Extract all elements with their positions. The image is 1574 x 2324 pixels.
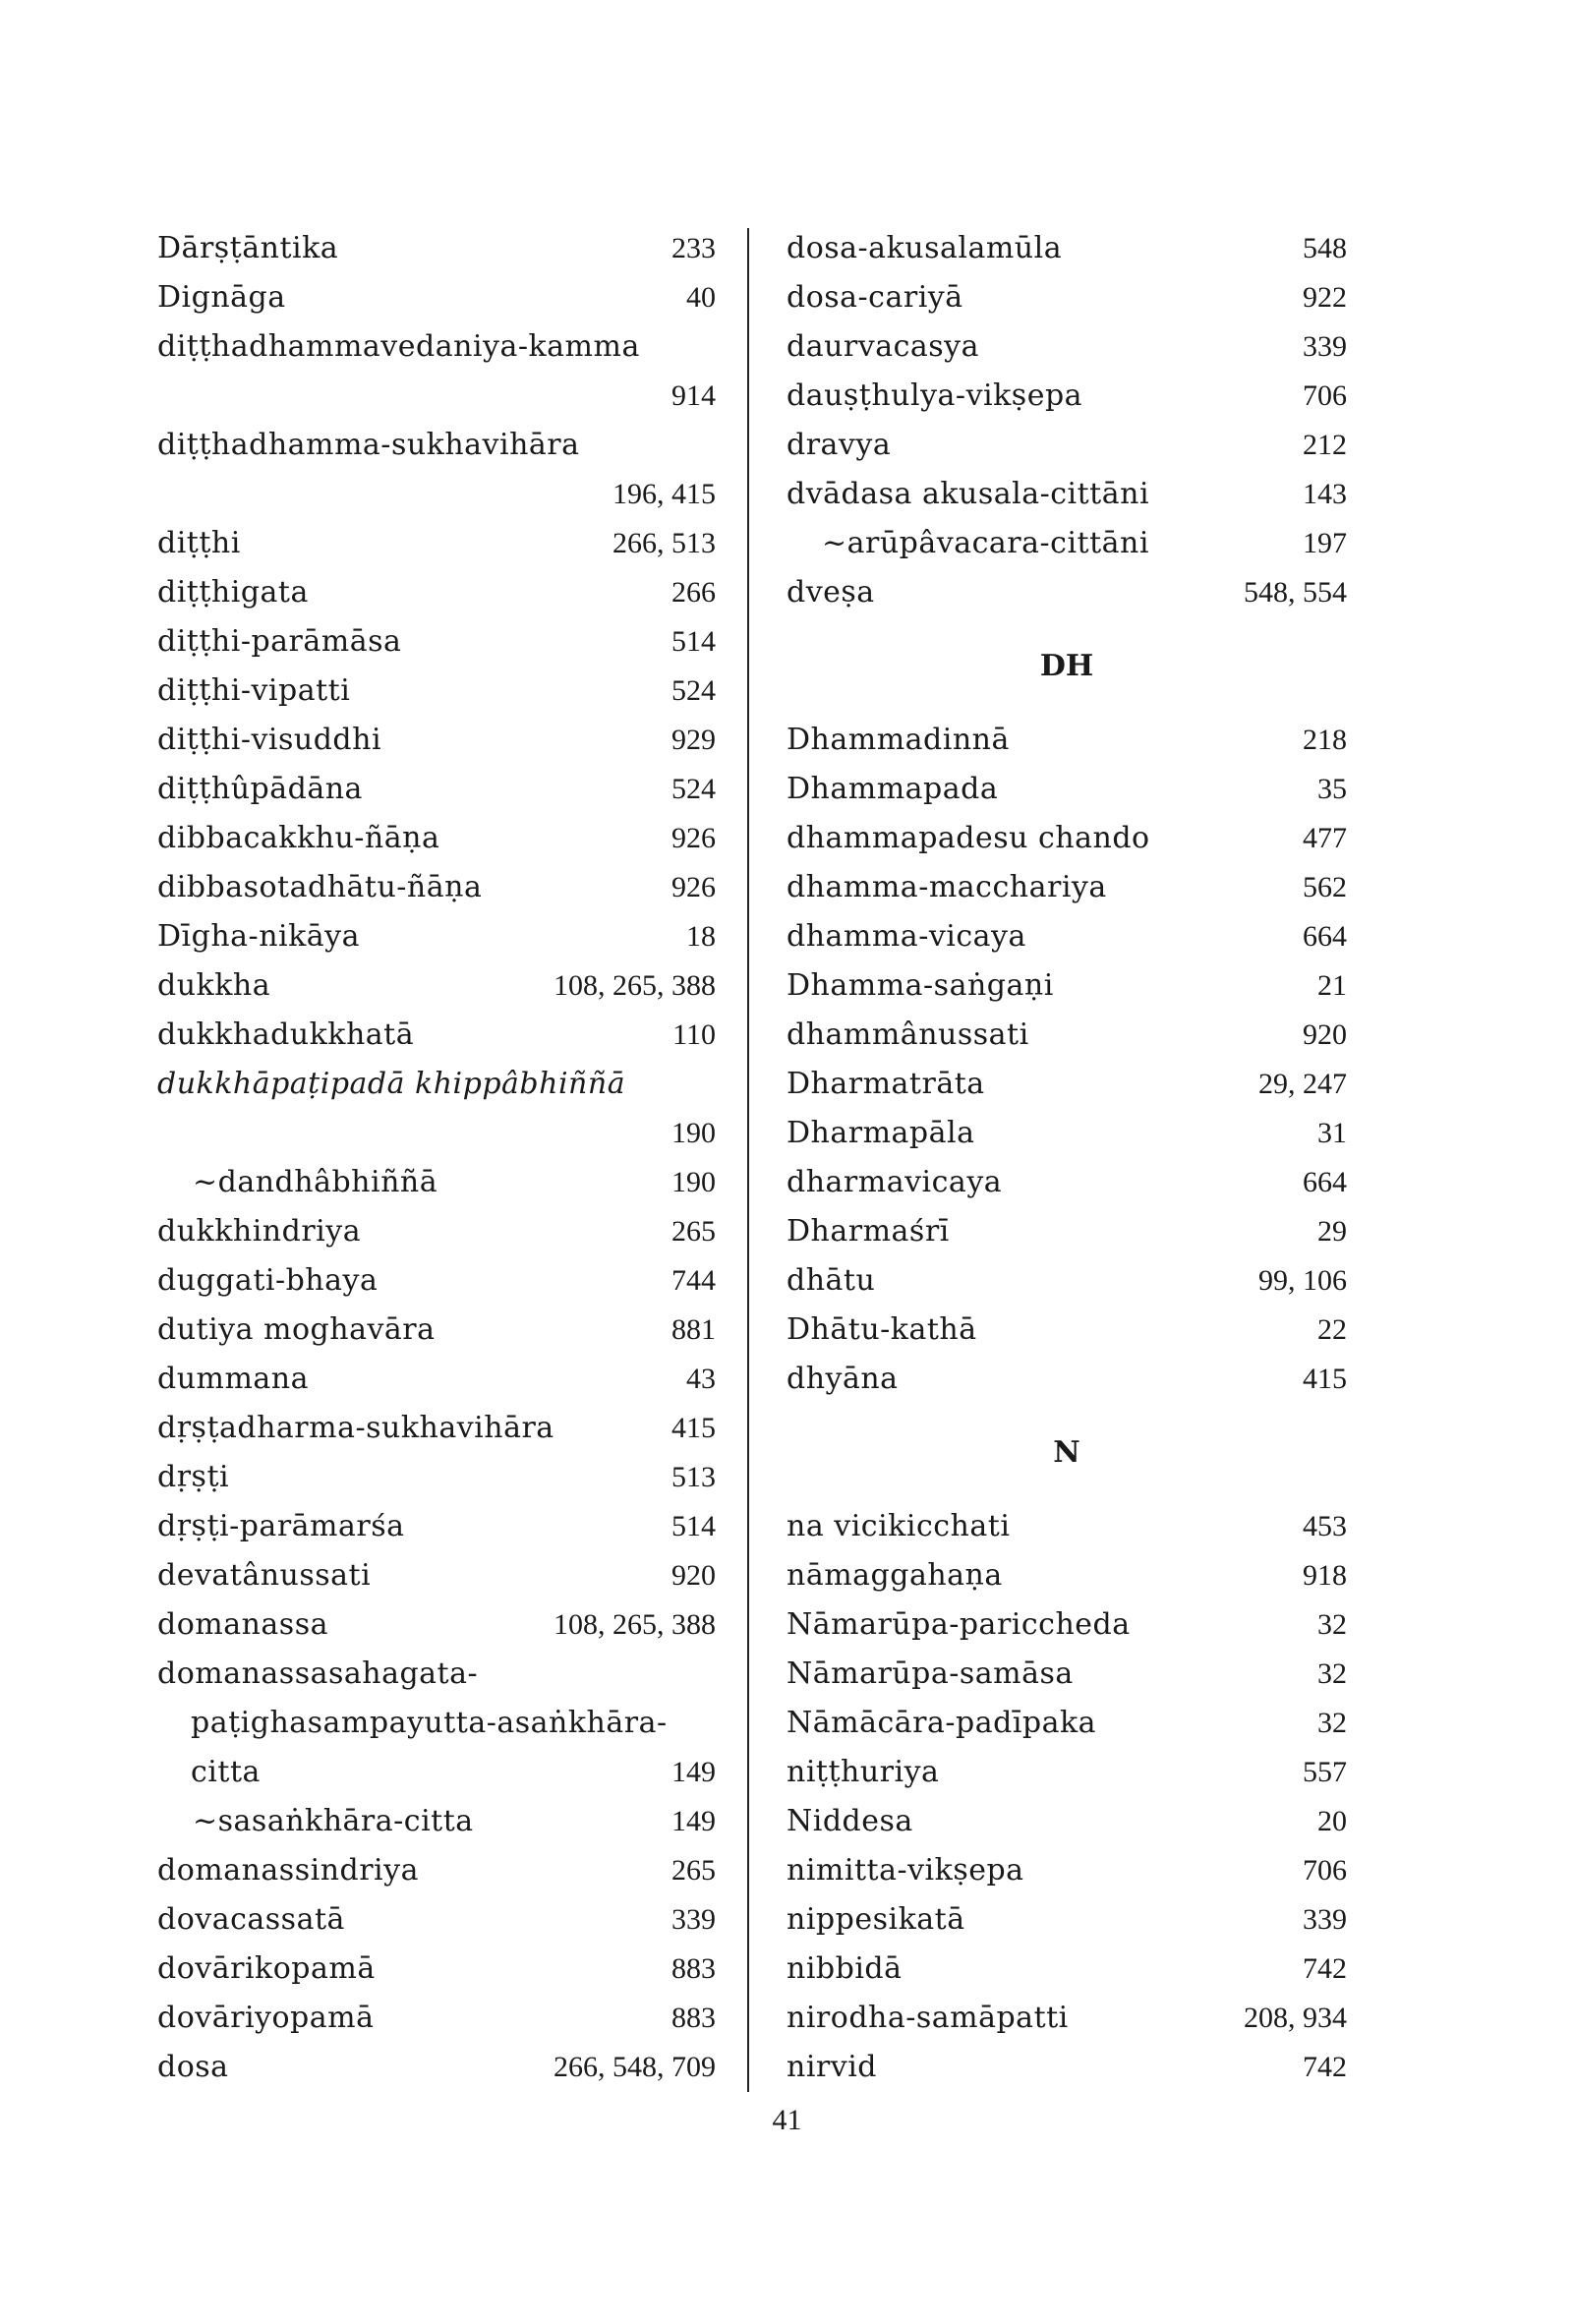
index-entry — [787, 1945, 1347, 1994]
entry-term: dukkhadukkhatā — [157, 1017, 415, 1052]
index-entry — [787, 1994, 1347, 2043]
entry-term: domanassindriya — [157, 1853, 419, 1888]
entry-pages: 196, 415 — [612, 478, 716, 510]
index-entry — [157, 961, 716, 1011]
index-entry — [787, 1797, 1347, 1846]
entry-term: diṭṭhi-vipatti — [157, 673, 351, 708]
index-entry-continuation — [157, 372, 716, 421]
index-entry — [787, 2043, 1347, 2092]
entry-pages: 29 — [1317, 1215, 1347, 1248]
entry-pages: 914 — [671, 379, 716, 412]
index-entry — [157, 1994, 716, 2043]
entry-pages: 197 — [1303, 527, 1347, 559]
entry-term: niṭṭhuriya — [787, 1755, 940, 1789]
index-entry — [787, 1895, 1347, 1945]
entry-term: dhammânussati — [787, 1017, 1029, 1052]
index-entry — [157, 1650, 716, 1699]
entry-pages: 926 — [671, 822, 716, 854]
right-column — [787, 224, 1347, 2092]
entry-pages: 32 — [1317, 1608, 1347, 1641]
entry-pages: 477 — [1303, 822, 1347, 854]
index-entry — [157, 1355, 716, 1404]
entry-term: nibbidā — [787, 1951, 903, 1986]
index-entry — [787, 1256, 1347, 1306]
index-entry-continuation — [157, 470, 716, 519]
index-entry — [787, 519, 1347, 568]
entry-term: duggati-bhaya — [157, 1263, 379, 1298]
index-entry — [787, 372, 1347, 421]
entry-term: ~sasaṅkhāra-citta — [193, 1804, 474, 1838]
entry-pages: 548, 554 — [1244, 576, 1347, 609]
entry-term: diṭṭhigata — [157, 575, 309, 610]
entry-term: dosa-akusalamūla — [787, 231, 1063, 265]
index-entry — [787, 1109, 1347, 1158]
entry-term: dukkhāpaṭipadā khippâbhiññā — [157, 1067, 626, 1101]
entry-term: diṭṭhadhamma-sukhavihāra — [157, 428, 580, 462]
entry-term: Dharmapāla — [787, 1116, 975, 1150]
entry-term: dṛṣṭi-parāmarśa — [157, 1509, 405, 1543]
entry-pages: 920 — [1303, 1018, 1347, 1051]
index-entry — [157, 1797, 716, 1846]
index-entry — [157, 765, 716, 814]
index-entry — [787, 961, 1347, 1011]
entry-pages: 32 — [1317, 1707, 1347, 1739]
entry-pages: 918 — [1303, 1559, 1347, 1592]
entry-pages: 513 — [671, 1461, 716, 1493]
entry-term: nimitta-vikṣepa — [787, 1853, 1024, 1888]
entry-term: dhyāna — [787, 1362, 899, 1396]
entry-term: diṭṭhadhammavedaniya-kamma — [157, 329, 640, 364]
entry-pages: 664 — [1303, 1166, 1347, 1198]
entry-pages: 32 — [1317, 1657, 1347, 1690]
index-entry — [787, 1748, 1347, 1797]
entry-term: dovāriyopamā — [157, 2001, 375, 2035]
entry-pages: 35 — [1317, 773, 1347, 805]
entry-term: dṛṣṭadharma-sukhavihāra — [157, 1411, 554, 1445]
index-entry — [787, 421, 1347, 470]
entry-pages: 744 — [671, 1264, 716, 1297]
entry-pages: 99, 106 — [1258, 1264, 1347, 1297]
index-entry — [787, 1306, 1347, 1355]
entry-term: nirodha-samāpatti — [787, 2001, 1069, 2035]
left-column — [157, 224, 716, 2092]
entry-term: citta — [191, 1755, 261, 1789]
entry-pages: 557 — [1303, 1756, 1347, 1788]
entry-term: diṭṭhi — [157, 526, 241, 560]
entry-pages: 514 — [671, 625, 716, 658]
entry-term: dibbacakkhu-ñāṇa — [157, 821, 440, 855]
entry-term: Nāmarūpa-pariccheda — [787, 1607, 1131, 1642]
entry-pages: 218 — [1303, 724, 1347, 756]
entry-term: devatânussati — [157, 1558, 372, 1593]
entry-term: diṭṭhûpādāna — [157, 772, 363, 806]
entry-pages: 926 — [671, 871, 716, 903]
entry-pages: 548 — [1303, 232, 1347, 264]
entry-pages: 415 — [671, 1412, 716, 1444]
section-heading-n: N — [1053, 1435, 1080, 1470]
index-entry — [787, 322, 1347, 372]
entry-pages: 562 — [1303, 871, 1347, 903]
entry-pages: 266, 548, 709 — [554, 2051, 716, 2083]
entry-term: dibbasotadhātu-ñāṇa — [157, 870, 483, 904]
index-entry — [157, 322, 716, 372]
entry-pages: 415 — [1303, 1363, 1347, 1395]
entry-term: dummana — [157, 1362, 310, 1396]
entry-pages: 18 — [686, 920, 716, 953]
entry-pages: 233 — [671, 232, 716, 264]
entry-pages: 190 — [671, 1117, 716, 1149]
index-entry — [787, 912, 1347, 961]
index-entry — [787, 1158, 1347, 1207]
entry-pages: 40 — [686, 281, 716, 314]
entry-term: dauṣṭhulya-vikṣepa — [787, 378, 1083, 413]
entry-pages: 22 — [1317, 1313, 1347, 1346]
entry-pages: 266, 513 — [612, 527, 716, 559]
index-entry — [157, 224, 716, 273]
entry-pages: 706 — [1303, 1854, 1347, 1887]
entry-pages: 20 — [1317, 1805, 1347, 1837]
entry-term: dravya — [787, 428, 892, 462]
index-entry — [787, 1011, 1347, 1060]
index-entry — [157, 1404, 716, 1453]
entry-term: dosa-cariyā — [787, 280, 963, 315]
entry-term: Dīgha-nikāya — [157, 919, 361, 954]
index-entry — [157, 814, 716, 863]
entry-term: domanassa — [157, 1607, 328, 1642]
entry-pages: 31 — [1317, 1117, 1347, 1149]
entry-pages: 339 — [671, 1903, 716, 1936]
entry-pages: 929 — [671, 724, 716, 756]
index-entry — [157, 1699, 716, 1748]
entry-term: Nāmarūpa-samāsa — [787, 1656, 1074, 1691]
index-entry — [157, 1158, 716, 1207]
entry-pages: 190 — [671, 1166, 716, 1198]
entry-pages: 664 — [1303, 920, 1347, 953]
page-number: 41 — [772, 2104, 802, 2136]
index-entry — [157, 1011, 716, 1060]
entry-term: dhamma-vicaya — [787, 919, 1026, 954]
entry-pages: 265 — [671, 1854, 716, 1887]
entry-term: dhātu — [787, 1263, 876, 1298]
entry-pages: 143 — [1303, 478, 1347, 510]
index-entry — [787, 1846, 1347, 1895]
index-entry — [787, 224, 1347, 273]
entry-pages: 706 — [1303, 379, 1347, 412]
entry-pages: 29, 247 — [1258, 1068, 1347, 1100]
section-heading-dh: DH — [1039, 649, 1094, 683]
entry-pages: 922 — [1303, 281, 1347, 314]
index-entry — [787, 1650, 1347, 1699]
entry-term: diṭṭhi-parāmāsa — [157, 624, 402, 659]
index-entry — [787, 1207, 1347, 1256]
entry-term: Dhammadinnā — [787, 723, 1010, 757]
entry-pages: 524 — [671, 674, 716, 707]
index-entry — [157, 617, 716, 667]
entry-term: dukkha — [157, 968, 271, 1003]
index-entry — [787, 863, 1347, 912]
index-entry — [157, 1207, 716, 1256]
entry-term: dovacassatā — [157, 1902, 345, 1937]
index-entry — [157, 568, 716, 617]
entry-pages: 149 — [671, 1756, 716, 1788]
entry-term: nirvid — [787, 2050, 878, 2084]
entry-term: nippesikatā — [787, 1902, 965, 1937]
entry-pages: 883 — [671, 1952, 716, 1985]
index-entry — [787, 716, 1347, 765]
column-divider — [747, 228, 749, 2092]
entry-term: Niddesa — [787, 1804, 913, 1838]
index-entry — [157, 1256, 716, 1306]
index-entry — [787, 765, 1347, 814]
index-entry — [787, 1355, 1347, 1404]
index-entry — [787, 1502, 1347, 1551]
entry-term: dutiya moghavāra — [157, 1312, 436, 1347]
entry-term: Nāmācāra-padīpaka — [787, 1706, 1097, 1740]
entry-pages: 339 — [1303, 330, 1347, 363]
entry-term: dhammapadesu chando — [787, 821, 1150, 855]
entry-pages: 742 — [1303, 1952, 1347, 1985]
entry-term: Dhamma-saṅgaṇi — [787, 968, 1054, 1003]
entry-term: nāmaggahaṇa — [787, 1558, 1003, 1593]
entry-pages: 339 — [1303, 1903, 1347, 1936]
entry-pages: 208, 934 — [1244, 2002, 1347, 2034]
entry-pages: 265 — [671, 1215, 716, 1248]
entry-pages: 514 — [671, 1510, 716, 1542]
index-entry — [157, 1551, 716, 1600]
entry-pages: 920 — [671, 1559, 716, 1592]
index-entry — [157, 2043, 716, 2092]
index-entry — [787, 1551, 1347, 1600]
index-entry — [157, 1453, 716, 1502]
index-entry — [787, 814, 1347, 863]
index-entry — [157, 1060, 716, 1109]
entry-term: dveṣa — [787, 575, 875, 610]
entry-pages: 21 — [1317, 969, 1347, 1002]
entry-term: dharmavicaya — [787, 1165, 1003, 1199]
index-entry — [157, 519, 716, 568]
index-entry — [157, 1748, 716, 1797]
index-entry — [157, 912, 716, 961]
entry-pages: 110 — [672, 1018, 716, 1051]
entry-pages: 881 — [671, 1313, 716, 1346]
entry-term: dovārikopamā — [157, 1951, 376, 1986]
index-entry — [157, 1502, 716, 1551]
entry-pages: 742 — [1303, 2051, 1347, 2083]
entry-pages: 43 — [686, 1363, 716, 1395]
entry-pages: 524 — [671, 773, 716, 805]
index-entry — [157, 1846, 716, 1895]
index-entry — [787, 1600, 1347, 1650]
entry-term: paṭighasampayutta-asaṅkhāra- — [191, 1706, 668, 1740]
entry-term: diṭṭhi-visuddhi — [157, 723, 382, 757]
entry-term: Dhātu-kathā — [787, 1312, 977, 1347]
index-entry — [157, 1306, 716, 1355]
index-entry — [157, 716, 716, 765]
entry-pages: 212 — [1303, 429, 1347, 461]
entry-pages: 108, 265, 388 — [554, 1608, 716, 1641]
index-entry — [157, 273, 716, 322]
entry-term: dhamma-macchariya — [787, 870, 1107, 904]
entry-term: ~arūpâvacara-cittāni — [822, 526, 1149, 560]
entry-term: Dhammapada — [787, 772, 999, 806]
entry-pages: 149 — [671, 1805, 716, 1837]
index-entry — [157, 421, 716, 470]
entry-term: domanassasahagata- — [157, 1656, 479, 1691]
entry-pages: 108, 265, 388 — [554, 969, 716, 1002]
index-entry — [787, 470, 1347, 519]
entry-term: daurvacasya — [787, 329, 980, 364]
index-entry — [787, 568, 1347, 617]
entry-term: ~dandhâbhiññā — [193, 1165, 438, 1199]
index-entry — [157, 1945, 716, 1994]
entry-pages: 883 — [671, 2002, 716, 2034]
index-entry — [157, 1895, 716, 1945]
index-entry — [787, 1699, 1347, 1748]
index-entry-continuation — [157, 1109, 716, 1158]
entry-term: Dignāga — [157, 280, 286, 315]
entry-term: dukkhindriya — [157, 1214, 362, 1249]
entry-pages: 453 — [1303, 1510, 1347, 1542]
entry-term: Dharmatrāta — [787, 1067, 985, 1101]
index-entry — [787, 273, 1347, 322]
index-entry — [157, 667, 716, 716]
entry-term: dvādasa akusala-cittāni — [787, 477, 1150, 511]
index-entry — [157, 863, 716, 912]
entry-term: dṛṣṭi — [157, 1460, 230, 1494]
entry-term: dosa — [157, 2050, 229, 2084]
index-entry — [787, 1060, 1347, 1109]
entry-term: Dharmaśrī — [787, 1214, 950, 1249]
index-entry — [157, 1600, 716, 1650]
entry-term: na vicikicchati — [787, 1509, 1011, 1543]
entry-pages: 266 — [671, 576, 716, 609]
entry-term: Dārṣṭāntika — [157, 231, 339, 265]
